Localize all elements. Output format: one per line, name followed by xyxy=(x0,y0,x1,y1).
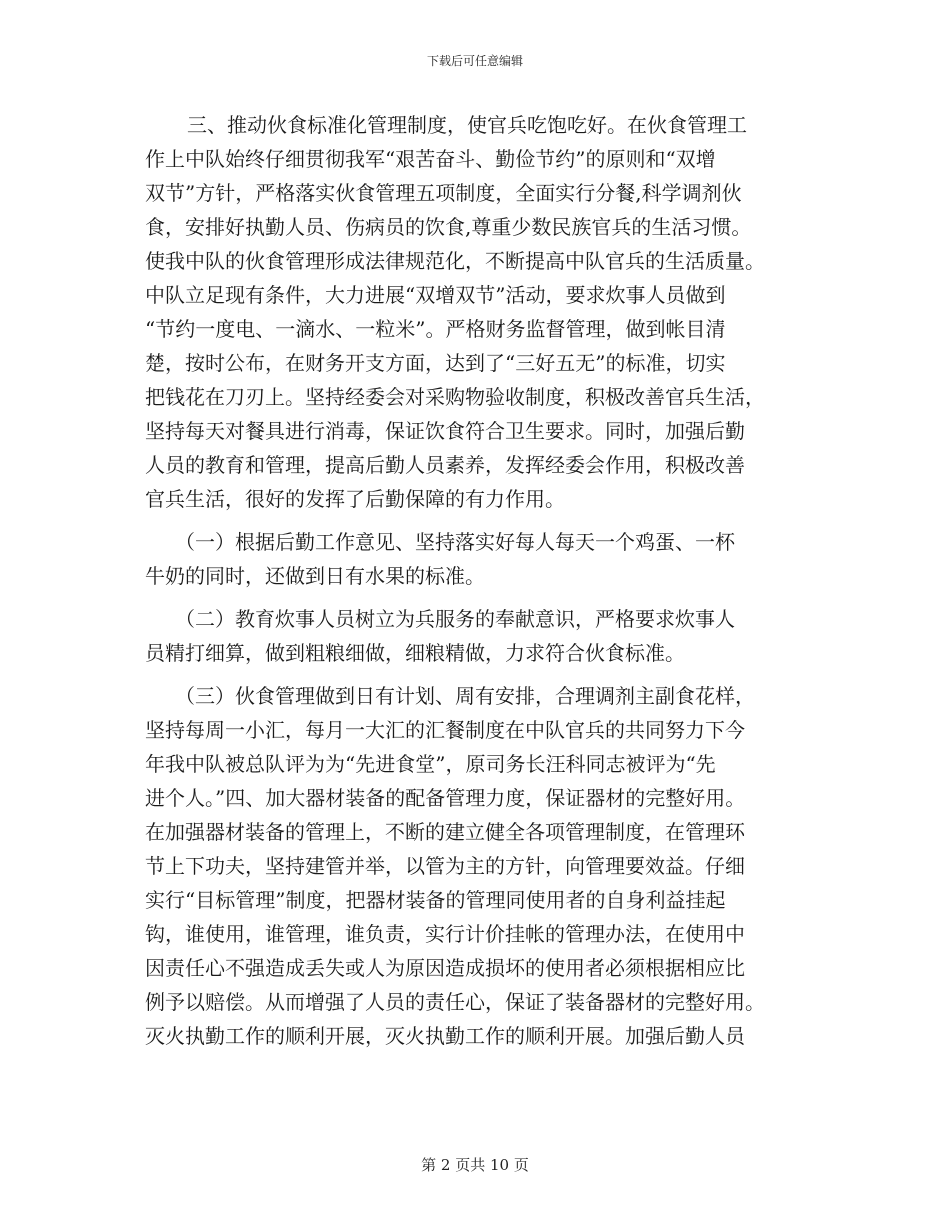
text-line: 中队立足现有条件，大力进展“双增双节”活动，要求炊事人员做到 xyxy=(145,283,726,307)
document-body xyxy=(145,108,810,1053)
page-header: 下载后可任意编辑 xyxy=(426,54,523,68)
text-line: 楚，按时公布，在财务开支方面，达到了“三好五无”的标准，切实 xyxy=(145,351,726,375)
text-line: 人员的教育和管理，提高后勤人员素养，发挥经委会作用，积极改善 xyxy=(145,453,745,477)
text-line: 实行“目标管理”制度，把器材装备的管理同使用者的自身利益挂起 xyxy=(145,888,726,912)
text-line: 因责任心不强造成丢失或人为原因造成损坏的使用者必须根据相应比 xyxy=(145,956,745,980)
paragraph xyxy=(145,679,810,1053)
text-line: 官兵生活，很好的发挥了后勤保障的有力作用。 xyxy=(145,487,565,511)
text-line: 进个人。”四、加大器材装备的配备管理力度，保证器材的完整好用。 xyxy=(145,786,746,810)
text-line: 使我中队的伙食管理形成法律规范化，不断提高中队官兵的生活质量。 xyxy=(145,249,765,273)
text-line: 作上中队始终仔细贯彻我军“艰苦奋斗、勤俭节约”的原则和“双增 xyxy=(145,147,716,171)
paragraph xyxy=(145,525,810,593)
text-line: 把钱花在刀刃上。坚持经委会对采购物验收制度，积极改善官兵生活， xyxy=(145,385,765,409)
text-line: （三）伙食管理做到日有计划、周有安排，合理调剂主副食花样， xyxy=(175,684,755,708)
text-line: 钩，谁使用，谁管理，谁负责，实行计价挂帐的管理办法，在使用中 xyxy=(145,922,745,946)
text-line: 灭火执勤工作的顺利开展，灭火执勤工作的顺利开展。加强后勤人员 xyxy=(145,1024,745,1048)
text-line: 双节”方针，严格落实伙食管理五项制度，全面实行分餐,科学调剂伙 xyxy=(145,181,742,205)
text-line: （二）教育炊事人员树立为兵服务的奉献意识，严格要求炊事人 xyxy=(175,607,735,631)
text-line: “节约一度电、一滴水、一粒米”。严格财务监督管理，做到帐目清 xyxy=(145,317,726,341)
text-line: 节上下功夫，坚持建管并举，以管为主的方针，向管理要效益。仔细 xyxy=(145,854,745,878)
text-line: 在加强器材装备的管理上，不断的建立健全各项管理制度，在管理环 xyxy=(145,820,745,844)
text-line: 例予以赔偿。从而增强了人员的责任心，保证了装备器材的完整好用。 xyxy=(145,990,765,1014)
text-line: 坚持每天对餐具进行消毒，保证饮食符合卫生要求。同时，加强后勤 xyxy=(145,419,745,443)
page-footer: 第 2 页共 10 页 xyxy=(421,1156,529,1174)
text-line: 年我中队被总队评为为“先进食堂”，原司务长汪科同志被评为“先 xyxy=(145,752,716,776)
paragraph xyxy=(145,602,810,670)
text-line: 坚持每周一小汇，每月一大汇的汇餐制度在中队官兵的共同努力下今 xyxy=(145,718,745,742)
text-line: 食，安排好执勤人员、伤病员的饮食,尊重少数民族官兵的生活习惯。 xyxy=(145,215,752,239)
text-line: 员精打细算，做到粗粮细做，细粮精做，力求符合伙食标准。 xyxy=(145,641,685,665)
paragraph xyxy=(145,108,810,516)
text-line: （一）根据后勤工作意见、坚持落实好每人每天一个鸡蛋、一杯 xyxy=(175,530,735,554)
text-line: 三、推动伙食标准化管理制度，使官兵吃饱吃好。在伙食管理工 xyxy=(187,113,747,137)
text-line: 牛奶的同时，还做到日有水果的标准。 xyxy=(145,564,485,588)
